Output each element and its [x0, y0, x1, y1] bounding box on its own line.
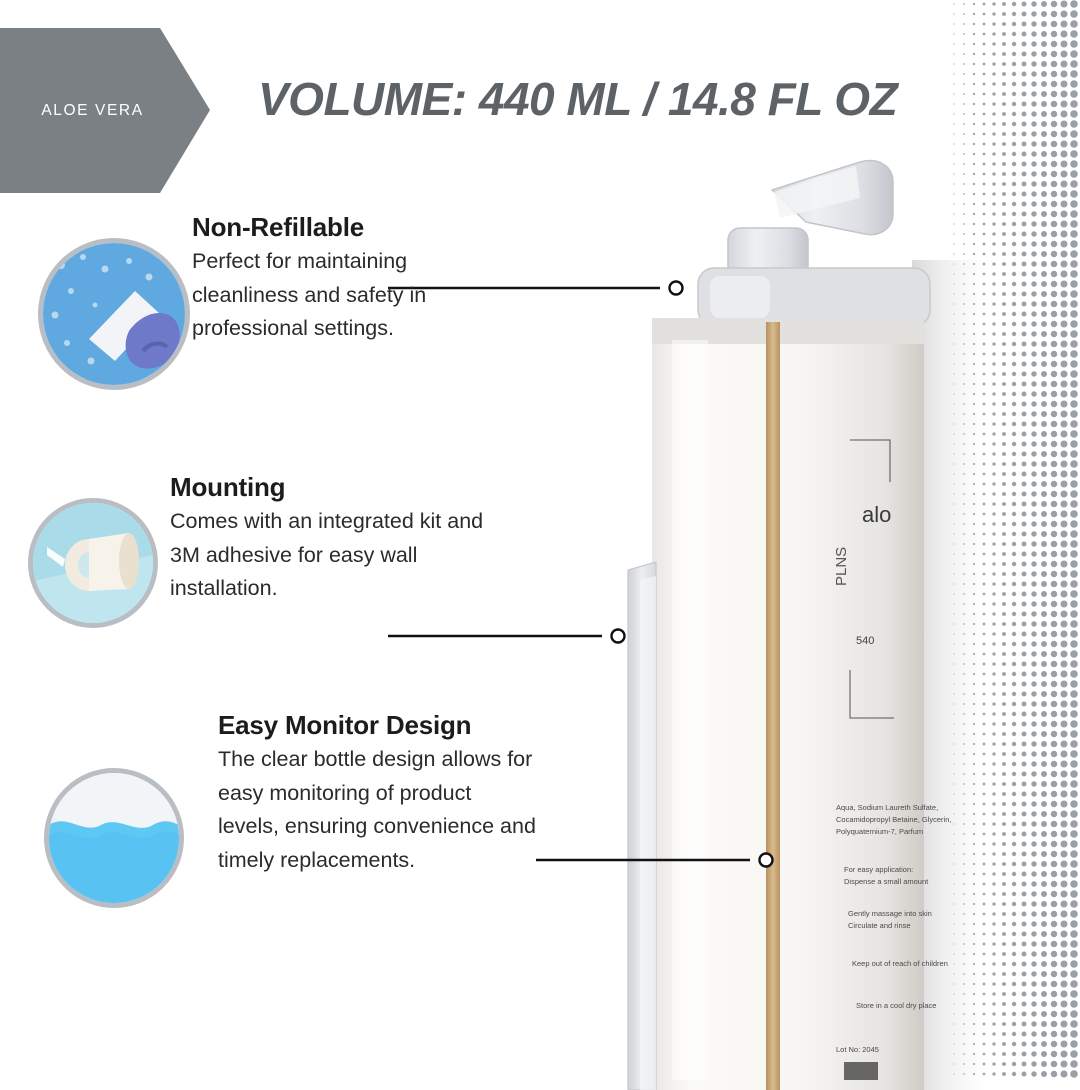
svg-text:Cocamidopropyl Betaine, Glycer: Cocamidopropyl Betaine, Glycerin, [836, 815, 952, 824]
adhesive-tape-roll-image [33, 503, 153, 623]
liquid-level-image [49, 773, 179, 903]
svg-text:Polyquaternium-7, Parfum: Polyquaternium-7, Parfum [836, 827, 924, 836]
svg-text:Gently massage into skin: Gently massage into skin [848, 909, 932, 918]
feature-body-1: Perfect for maintaining cleanliness and safety in professional settings. [192, 249, 427, 341]
gloved-hand-wiping-icon [38, 238, 190, 390]
feature-block-3 [218, 710, 538, 877]
product-image [560, 110, 1030, 1090]
svg-text:Aqua, Sodium Laureth Sulfate,: Aqua, Sodium Laureth Sulfate, [836, 803, 939, 812]
feature-block-1 [192, 212, 492, 346]
page-title: VOLUME: 440 ML / 14.8 FL OZ [258, 73, 898, 125]
banner-tag [0, 28, 210, 193]
feature-title-1: Non-Refillable [192, 212, 364, 242]
svg-text:Circulate and rinse: Circulate and rinse [848, 921, 911, 930]
bottle-side-code: PLNS [833, 546, 850, 586]
svg-text:For easy application:: For easy application: [844, 865, 914, 874]
bottle-brand-text: alo [862, 502, 892, 527]
bottle-panel-code: 540 [856, 635, 875, 647]
feature-block-2 [170, 472, 490, 606]
adhesive-tape-roll-icon [28, 498, 158, 628]
feature-body-2: Comes with an integrated kit and 3M adhesive for easy wall installation. [170, 509, 484, 601]
feature-body-3: The clear bottle design allows for easy monitoring of product levels, ensuring convenience and timely replacements. [218, 747, 536, 872]
feature-title-2: Mounting [170, 472, 286, 502]
gloved-hand-wiping-image [43, 243, 185, 385]
svg-text:Lot No: 2045: Lot No: 2045 [836, 1045, 879, 1054]
svg-text:Keep out of reach of children: Keep out of reach of children [852, 959, 948, 968]
banner-tag-label: ALOE VERA [41, 101, 144, 119]
liquid-level-icon [44, 768, 184, 908]
feature-title-3: Easy Monitor Design [218, 710, 472, 740]
svg-text:Dispense a small amount: Dispense a small amount [844, 877, 929, 886]
svg-text:Store in a cool dry place: Store in a cool dry place [856, 1001, 937, 1010]
bottle-illustration [560, 110, 1030, 1090]
